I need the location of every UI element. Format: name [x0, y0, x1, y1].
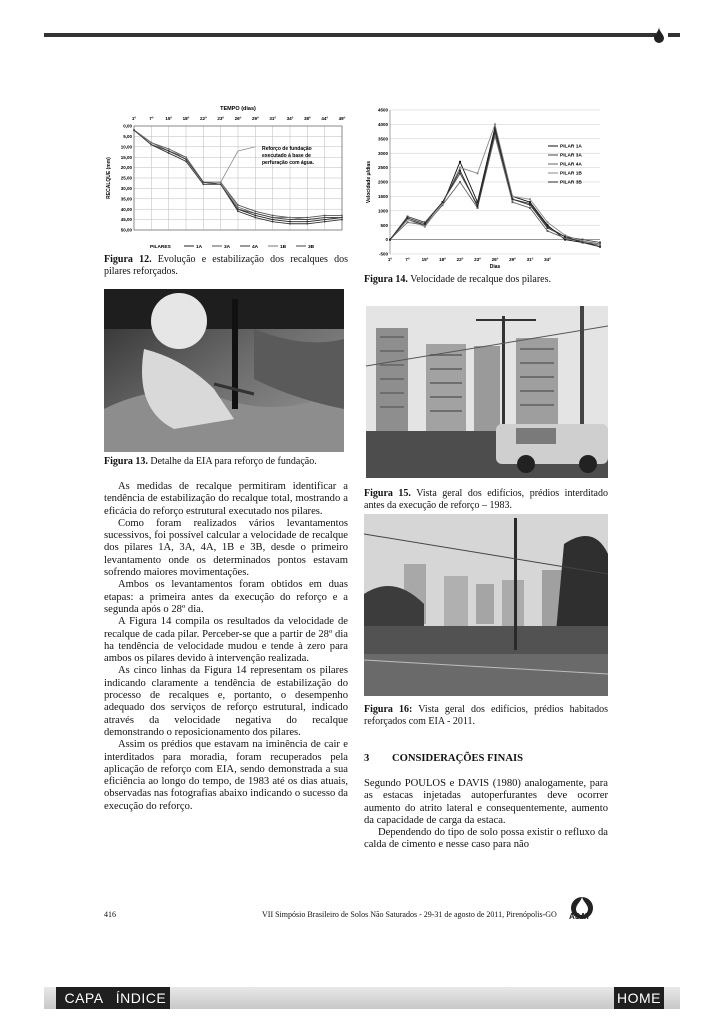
data-point-x — [424, 226, 426, 228]
figure-15-caption — [364, 488, 608, 512]
figure-12-ylabel: RECALQUE (mm) — [106, 157, 112, 199]
data-point-1A — [289, 221, 291, 223]
x-tick-label: 7º — [405, 257, 410, 262]
data-point-3B — [306, 219, 308, 221]
data-point-3B — [185, 158, 187, 160]
figure-15-photo — [366, 306, 608, 478]
data-point-x — [459, 167, 461, 169]
y-tick-label: 0,00 — [123, 123, 132, 129]
x-tick-label: 44º — [321, 116, 328, 121]
data-point-1B — [150, 142, 152, 144]
header-rule — [44, 33, 656, 37]
data-point-3B — [272, 217, 274, 219]
y-tick-label: 45,00 — [120, 217, 132, 223]
data-point-circle — [564, 236, 566, 238]
capa-button[interactable]: CAPA — [56, 987, 112, 1009]
data-point-circle — [459, 169, 461, 171]
y-tick-label: 3000 — [377, 150, 388, 156]
data-point-4A — [272, 221, 274, 223]
y-tick-label: 4000 — [377, 122, 388, 127]
y-tick-label: 5,00 — [123, 134, 132, 139]
x-tick-label: 29º — [509, 257, 516, 262]
data-point-4A — [168, 152, 170, 154]
figure-12-annotation: executado à base de — [262, 153, 311, 159]
data-point-4A — [202, 183, 204, 185]
data-point-circle — [547, 226, 549, 228]
data-point-4A — [289, 223, 291, 225]
data-point-1B — [185, 156, 187, 158]
series-line-PILAR-4A — [390, 136, 600, 244]
data-point-circle — [424, 223, 426, 225]
data-point-x — [529, 198, 531, 200]
data-point-circle — [407, 217, 409, 219]
data-point-tri — [529, 207, 531, 209]
y-tick-label: 30,00 — [120, 186, 132, 191]
data-point-circle — [582, 241, 584, 243]
data-point-circle — [494, 129, 496, 131]
y-tick-label: 4500 — [377, 107, 388, 113]
legend-label: PILAR 3B — [560, 180, 582, 186]
data-point-diamond — [459, 161, 461, 163]
figure-16-text: Vista geral dos edifícios, prédios habitados reforçados com EIA - 2011. — [364, 704, 608, 727]
x-tick-label: 22º — [456, 257, 464, 262]
data-point-3B — [254, 212, 256, 214]
x-tick-label: 1º — [131, 116, 137, 121]
paragraph: Assim os prédios que estavam na iminência de cair e interditados para moradia, foram recuperados pela aplicação de reforço com EIA, sendo demonstrada a sua eficiência ao longo do tempo, de 1983 até os dias atuais, observadas nas fotografias abaixo indicando o sucesso da execução do reforço. — [104, 739, 348, 812]
figure-12-annotation: Reforço de fundação — [262, 146, 312, 152]
page-number: 416 — [104, 910, 116, 919]
x-tick-label: 7º — [149, 116, 154, 121]
section-heading — [364, 753, 608, 764]
figure-14-xlabel: Dias — [489, 264, 501, 270]
y-tick-label: 25,00 — [120, 175, 132, 181]
indice-button[interactable]: ÍNDICE — [112, 987, 170, 1009]
data-point-3B — [220, 183, 222, 185]
data-point-circle — [512, 198, 514, 200]
data-point-3B — [324, 217, 326, 219]
figure-13-caption — [104, 456, 348, 468]
paragraph: As medidas de recalque permitiram identificar a tendência de estabilização do recalque total, mostrando a eficácia do reforço estrutural executado nos pilares. — [104, 481, 348, 517]
data-point-3B — [289, 219, 291, 221]
data-point-3B — [341, 217, 343, 219]
figure-14-caption — [364, 274, 608, 286]
x-tick-label: 18º — [182, 116, 190, 121]
data-point-circle — [442, 201, 444, 203]
x-tick-label: 15º — [165, 116, 172, 121]
section-title: CONSIDERAÇÕES FINAIS — [392, 753, 523, 764]
svg-text:ASAT: ASAT — [569, 912, 591, 921]
y-tick-label: 10,00 — [120, 144, 132, 150]
y-tick-label: 50,00 — [120, 227, 132, 233]
figure-14-label: Figura 14. — [364, 274, 408, 285]
x-tick-label: 18º — [439, 257, 446, 262]
data-point-circle — [529, 203, 531, 205]
figure-12-text: Evolução e estabilização dos recalques dos pilares reforçados. — [104, 254, 349, 277]
footer-citation: VII Simpósio Brasileiro de Solos Não Saturados - 29-31 de agosto de 2011, Pirenópolis-GO — [262, 910, 557, 919]
data-point-4A — [254, 217, 256, 219]
right-column-text — [364, 778, 608, 852]
data-point-3A — [341, 215, 343, 217]
figure-13-text: Detalhe da EIA para reforço de fundação. — [147, 456, 317, 467]
data-point-4A — [237, 210, 239, 212]
paragraph: A Figura 14 compila os resultados da velocidade de recalque de cada pilar. Perceber-se que a partir de 28º dia ha tendência de velocidade mudou e tende à zero para ambos os pilares devido à intervenção realizada. — [104, 616, 348, 665]
legend-label: PILAR 3A — [560, 153, 582, 159]
y-tick-label: 1500 — [377, 194, 388, 199]
x-tick-label: 22º — [200, 116, 207, 121]
legend-label: 1A — [196, 245, 203, 250]
figure-14-ylabel: Velocidade μ/dias — [366, 161, 372, 203]
data-point-x — [477, 172, 479, 174]
y-tick-label: 2000 — [377, 179, 388, 185]
y-tick-label: 35,00 — [120, 196, 132, 202]
data-point-4A — [341, 219, 343, 221]
data-point-3A — [168, 148, 170, 150]
data-point-x — [547, 221, 549, 223]
drop-icon — [654, 27, 664, 43]
figure-15-label: Figura 15. — [364, 488, 411, 499]
y-tick-label: 15,00 — [120, 154, 132, 160]
header-rule-end — [668, 33, 680, 37]
data-point-tri — [459, 181, 461, 183]
y-tick-label: 3500 — [377, 136, 388, 142]
paragraph: Dependendo do tipo de solo possa existir o refluxo da calda de cimento e nesse caso para não — [364, 827, 608, 851]
figure-12-top-title: TEMPO (dias) — [220, 106, 256, 112]
figure-16-photo — [364, 514, 608, 696]
data-point-tri — [407, 221, 409, 223]
x-tick-label: 38º — [304, 116, 311, 121]
x-tick-label: 49º — [338, 116, 346, 121]
data-point-3A — [306, 217, 308, 219]
data-point-3A — [272, 215, 274, 217]
left-column-text — [104, 481, 348, 813]
legend-label: 4A — [252, 245, 259, 250]
figure-12-annotation: perfuração com água. — [262, 160, 314, 166]
legend-label: 3B — [308, 245, 315, 250]
data-point-circle — [389, 239, 391, 241]
asat-logo — [568, 896, 616, 922]
x-tick-label: 15º — [421, 257, 429, 262]
legend-label: PILAR 1A — [560, 144, 582, 150]
x-tick-label: 31º — [526, 257, 534, 262]
x-tick-label: 1º — [387, 257, 393, 262]
x-tick-label: 23º — [474, 257, 481, 262]
legend-label: PILAR 4A — [560, 162, 582, 168]
legend-label: 3A — [224, 245, 231, 250]
data-point-3B — [168, 150, 170, 152]
x-tick-label: 26º — [491, 257, 499, 262]
data-point-4A — [324, 221, 326, 223]
figure-13-label: Figura 13. — [104, 456, 148, 467]
data-point-1A — [306, 221, 308, 223]
data-point-1A — [254, 215, 256, 217]
data-point-1A — [272, 219, 274, 221]
figure-12-legend-title: PILARES — [150, 245, 171, 250]
x-tick-label: 26º — [234, 116, 242, 121]
figure-14-chart — [364, 104, 608, 272]
section-number: 3 — [364, 753, 370, 764]
figure-16-caption — [364, 704, 608, 728]
home-button[interactable]: HOME — [614, 987, 664, 1009]
figure-12-chart — [104, 104, 348, 252]
figure-14-text: Velocidade de recalque dos pilares. — [407, 274, 551, 285]
figure-12-label: Figura 12. — [104, 254, 152, 265]
figure-16-label: Figura 16: — [364, 704, 413, 715]
data-point-1A — [324, 219, 326, 221]
x-tick-label: 23º — [217, 116, 224, 121]
paragraph: Segundo POULOS e DAVIS (1980) analogamente, para as estacas injetadas autoperfurantes deve ocorrer aumento do atrito lateral e consequentemente, aumento da capacidade de carga da estaca. — [364, 778, 608, 826]
paragraph: Ambos os levantamentos foram obtidos em duas etapas: a primeira antes da execução do reforço e a segunda após o 28º dia. — [104, 579, 348, 615]
data-point-tri — [512, 201, 514, 203]
data-point-circle — [599, 246, 601, 248]
y-tick-label: 500 — [380, 222, 388, 228]
x-tick-label: 29º — [252, 116, 259, 121]
paragraph: As cinco linhas da Figura 14 representam os pilares indicando claramente a tendência de estabilização do processo de recalques e, portanto, o desempenho adequado dos serviços de reforço estrutural, indicado através da velocidade negativa do recalque demonstrando o reposicionamento dos pilares. — [104, 665, 348, 738]
data-point-3B — [202, 181, 204, 183]
y-tick-label: 2500 — [377, 165, 388, 171]
data-point-1B — [289, 217, 291, 219]
data-point-3B — [237, 208, 239, 210]
legend-label: PILAR 1B — [560, 171, 582, 177]
y-tick-label: 40,00 — [120, 206, 132, 212]
data-point-circle — [477, 205, 479, 207]
x-tick-label: 31º — [269, 116, 276, 121]
data-point-3A — [254, 210, 256, 212]
x-tick-label: 34º — [286, 116, 294, 121]
x-tick-label: 34º — [544, 257, 551, 262]
y-tick-label: 1000 — [377, 208, 388, 214]
data-point-3A — [324, 215, 326, 217]
figure-15-text: Vista geral dos edifícios, prédios interditado antes da execução de reforço – 1983. — [364, 488, 608, 511]
data-point-tri — [547, 230, 549, 232]
y-tick-label: 0 — [385, 237, 388, 243]
data-point-x — [494, 123, 496, 125]
y-tick-label: 20,00 — [120, 165, 132, 171]
figure-13-photo — [104, 289, 344, 452]
y-tick-label: -500 — [378, 251, 388, 257]
paragraph: Como foram realizados vários levantamentos sucessivos, foi possível calcular a velocidade de recalque dos pilares 1A, 3A, 4A, 1B e 3B, desde o primeiro levantamento onde os determinados pontos estavam sofrendo maiores movimentações. — [104, 517, 348, 579]
legend-label: 1B — [280, 245, 287, 250]
data-point-3B — [133, 129, 135, 131]
data-point-3B — [150, 144, 152, 146]
data-point-4A — [306, 223, 308, 225]
figure-12-caption — [104, 254, 348, 278]
